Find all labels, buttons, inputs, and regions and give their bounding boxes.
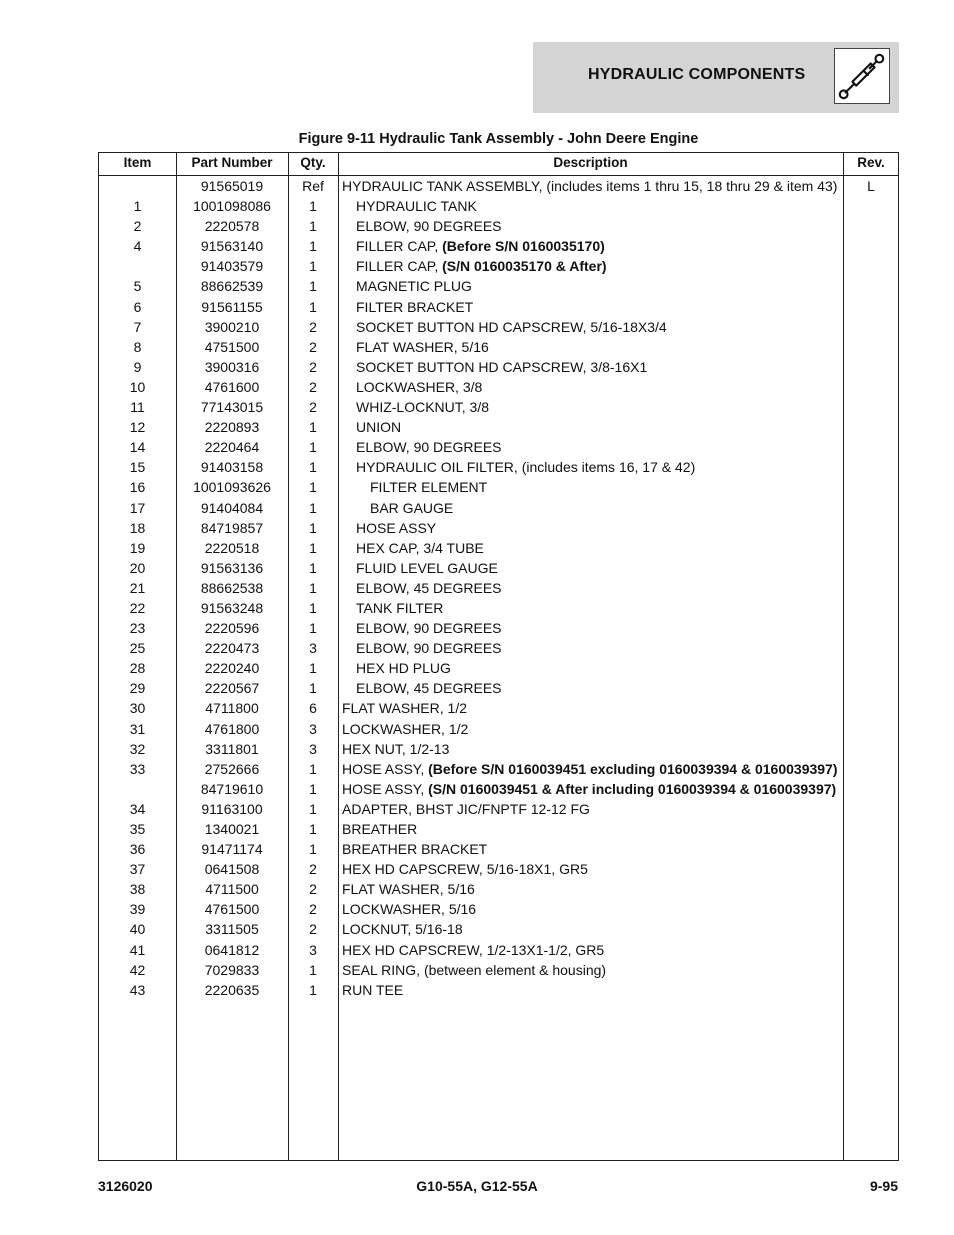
description-text: BREATHER <box>342 821 418 837</box>
table-row <box>99 618 898 638</box>
quantity: 2 <box>309 399 317 416</box>
table-row <box>99 779 898 799</box>
item-number: 33 <box>129 760 146 777</box>
quantity: 1 <box>309 620 317 637</box>
part-number: 3900210 <box>204 318 260 335</box>
item-number: 20 <box>129 559 146 576</box>
part-number: 91403579 <box>200 258 264 275</box>
table-row <box>99 678 898 698</box>
item-number: 14 <box>129 439 146 456</box>
description <box>342 618 856 638</box>
serial-note: (S/N 0160039451 & After including 0160039394 & 0160039397) <box>428 780 837 797</box>
item-number: 18 <box>129 519 146 536</box>
part-number: 4761600 <box>204 378 260 395</box>
description-text: FILTER BRACKET <box>356 298 474 315</box>
part-number: 2220635 <box>204 981 260 998</box>
table-body <box>99 176 898 1000</box>
quantity: 2 <box>309 901 317 918</box>
table-row <box>99 518 898 538</box>
figure-title: Figure 9-11 Hydraulic Tank Assembly - John Deere Engine <box>298 131 699 147</box>
description <box>342 317 856 337</box>
item-number: 43 <box>129 981 146 998</box>
quantity: 2 <box>309 921 317 938</box>
part-number: 2220473 <box>204 640 260 657</box>
description-text: LOCKWASHER, 5/16 <box>342 901 477 918</box>
table-row <box>99 960 898 980</box>
description <box>342 819 842 839</box>
description <box>342 799 842 819</box>
description <box>342 960 842 980</box>
description <box>342 377 856 397</box>
description <box>342 859 842 879</box>
description <box>342 297 856 317</box>
part-number: 4761800 <box>204 720 260 737</box>
item-number: 31 <box>129 720 146 737</box>
revision: L <box>867 178 875 194</box>
description-text: HEX HD CAPSCREW, 5/16-18X1, GR5 <box>342 861 588 878</box>
description-text: ADAPTER, BHST JIC/FNPTF 12-12 FG <box>342 800 590 817</box>
description <box>342 196 856 216</box>
part-number: 77143015 <box>200 399 264 416</box>
description <box>342 477 870 497</box>
table-row <box>99 980 898 1000</box>
quantity: 1 <box>309 238 317 255</box>
description <box>342 357 856 377</box>
description <box>342 719 842 739</box>
item-number: 40 <box>129 921 146 938</box>
column-header-part-number: Part Number <box>191 155 273 170</box>
column-header-description: Description <box>553 155 628 170</box>
item-number: 41 <box>129 941 146 958</box>
description <box>342 578 856 598</box>
part-number: 7029833 <box>204 961 260 978</box>
quantity: 1 <box>309 559 317 576</box>
part-number: 1001098086 <box>193 198 271 215</box>
item-number: 8 <box>133 338 142 355</box>
part-number: 91471174 <box>201 841 263 858</box>
item-number: 22 <box>129 599 146 616</box>
description-text: FLUID LEVEL GAUGE <box>356 559 498 576</box>
description <box>342 839 842 859</box>
quantity: 1 <box>309 539 317 556</box>
description-text: HEX HD CAPSCREW, 1/2-13X1-1/2, GR5 <box>342 941 605 958</box>
table-row <box>99 477 898 497</box>
part-number: 3900316 <box>204 358 260 375</box>
table-row <box>99 437 898 457</box>
quantity: 1 <box>309 198 317 215</box>
item-number: 32 <box>129 740 146 757</box>
part-number: 91565019 <box>200 178 264 194</box>
quantity: 1 <box>309 519 317 536</box>
description-text: TANK FILTER <box>356 599 444 616</box>
description-text: MAGNETIC PLUG <box>356 278 472 295</box>
part-number: 4711500 <box>205 881 259 898</box>
quantity: 1 <box>309 599 317 616</box>
page-number: 9-95 <box>869 1178 898 1194</box>
table-row <box>99 859 898 879</box>
part-number: 4711800 <box>205 700 259 717</box>
description-text: HOSE ASSY <box>356 519 437 536</box>
table-row <box>99 457 898 477</box>
section-title: HYDRAULIC COMPONENTS <box>588 66 806 83</box>
description <box>342 518 856 538</box>
doc-number: 3126020 <box>98 1178 153 1194</box>
item-number: 11 <box>130 399 145 416</box>
description-text: HOSE ASSY, <box>342 780 429 797</box>
item-number: 1 <box>133 198 142 215</box>
part-number: 88662539 <box>200 278 264 295</box>
part-number: 91403158 <box>200 459 264 476</box>
quantity: 1 <box>309 419 317 436</box>
description-text: WHIZ-LOCKNUT, 3/8 <box>356 399 490 416</box>
description-text: HEX CAP, 3/4 TUBE <box>356 539 484 556</box>
quantity: 1 <box>309 218 317 235</box>
table-row <box>99 799 898 819</box>
item-number: 29 <box>129 680 146 697</box>
description-text: FILLER CAP, <box>356 258 443 275</box>
column-header-qty: Qty. <box>300 155 326 170</box>
description-text: ELBOW, 90 DEGREES <box>356 218 502 235</box>
table-row <box>99 879 898 899</box>
part-number: 0641812 <box>204 941 260 958</box>
part-number: 84719610 <box>200 780 264 797</box>
table-row <box>99 940 898 960</box>
table-row <box>99 538 898 558</box>
item-number: 2 <box>133 218 142 235</box>
part-number: 88662538 <box>200 579 264 596</box>
quantity: 2 <box>309 378 317 395</box>
item-number: 37 <box>129 861 146 878</box>
item-number: 35 <box>129 821 146 837</box>
quantity: 1 <box>309 298 317 315</box>
quantity: 1 <box>309 258 317 275</box>
quantity: 1 <box>309 499 317 516</box>
quantity: 1 <box>309 479 317 496</box>
part-number: 3311505 <box>205 921 259 938</box>
description-text: HYDRAULIC TANK <box>356 198 477 215</box>
item-number: 16 <box>129 479 146 496</box>
table-row <box>99 739 898 759</box>
item-number: 42 <box>129 961 146 978</box>
part-number: 2220518 <box>204 539 260 556</box>
quantity: 1 <box>309 760 317 777</box>
part-number: 2220578 <box>204 218 260 235</box>
table-row <box>99 839 898 859</box>
description-text: SOCKET BUTTON HD CAPSCREW, 3/8-16X1 <box>356 358 648 375</box>
description <box>342 759 842 779</box>
quantity: 1 <box>309 821 317 837</box>
quantity: 1 <box>309 841 317 858</box>
table-row <box>99 176 898 196</box>
quantity: 3 <box>309 740 317 757</box>
table-row <box>99 297 898 317</box>
description <box>342 538 856 558</box>
description-text: ELBOW, 90 DEGREES <box>356 439 502 456</box>
item-number: 15 <box>129 459 146 476</box>
table-row <box>99 698 898 718</box>
description <box>342 337 856 357</box>
table-row <box>99 658 898 678</box>
quantity: 1 <box>309 800 317 817</box>
table-row <box>99 899 898 919</box>
description <box>342 276 856 296</box>
description-text: HYDRAULIC OIL FILTER, (includes items 16, 17 & 42) <box>356 459 696 476</box>
table-row <box>99 196 898 216</box>
part-number: 1340021 <box>204 821 260 837</box>
quantity: 1 <box>309 680 317 697</box>
description <box>342 899 842 919</box>
description-text: HEX HD PLUG <box>356 660 451 677</box>
quantity: 1 <box>309 439 317 456</box>
table-row <box>99 558 898 578</box>
item-number: 7 <box>133 318 142 335</box>
item-number: 12 <box>129 419 146 436</box>
table-row <box>99 377 898 397</box>
description <box>342 698 842 718</box>
description-text: FLAT WASHER, 5/16 <box>356 338 489 355</box>
description-text: HOSE ASSY, <box>342 760 429 777</box>
quantity: 2 <box>309 318 317 335</box>
part-number: 2220893 <box>204 419 260 436</box>
description <box>342 558 856 578</box>
part-number: 1001093626 <box>193 479 271 496</box>
description-text: FLAT WASHER, 5/16 <box>342 881 475 898</box>
item-number: 28 <box>129 660 146 677</box>
part-number: 91563136 <box>200 559 264 576</box>
table-row <box>99 357 898 377</box>
quantity: 1 <box>309 780 317 797</box>
description-text: HYDRAULIC TANK ASSEMBLY, (includes items 1 thru 15, 18 thru 29 & item 43) <box>342 178 838 194</box>
serial-note: (Before S/N 0160039451 excluding 0160039394 & 0160039397) <box>428 760 838 777</box>
description-text: FILLER CAP, <box>356 238 443 255</box>
description <box>342 779 842 799</box>
description-text: FILTER ELEMENT <box>370 479 488 496</box>
table-row <box>99 919 898 939</box>
column-header-rev: Rev. <box>857 155 885 170</box>
description <box>342 638 856 658</box>
description <box>342 678 856 698</box>
item-number: 23 <box>129 620 146 637</box>
quantity: 1 <box>309 459 317 476</box>
quantity: 2 <box>309 861 317 878</box>
part-number: 2220464 <box>204 439 260 456</box>
description-text: UNION <box>356 419 402 436</box>
serial-note: (S/N 0160035170 & After) <box>442 258 607 275</box>
table-row <box>99 598 898 618</box>
description-text: HEX NUT, 1/2-13 <box>342 740 450 757</box>
description <box>342 236 856 256</box>
quantity: 2 <box>309 338 317 355</box>
quantity: 1 <box>309 660 317 677</box>
item-number: 34 <box>129 800 146 817</box>
table-row <box>99 317 898 337</box>
model-numbers: G10-55A, G12-55A <box>416 1178 538 1194</box>
serial-note: (Before S/N 0160035170) <box>442 238 605 255</box>
part-number: 2220596 <box>204 620 260 637</box>
description-text: RUN TEE <box>342 981 404 998</box>
table-row <box>99 638 898 658</box>
part-number: 4751500 <box>204 338 260 355</box>
quantity: 1 <box>309 981 317 998</box>
description-text: ELBOW, 90 DEGREES <box>356 640 502 657</box>
item-number: 4 <box>133 238 142 255</box>
description-text: BREATHER BRACKET <box>342 841 488 858</box>
quantity: 3 <box>309 640 317 657</box>
item-number: 21 <box>129 579 146 596</box>
table-row <box>99 819 898 839</box>
table-row <box>99 397 898 417</box>
description <box>342 658 856 678</box>
description-text: ELBOW, 45 DEGREES <box>356 579 502 596</box>
description <box>342 598 856 618</box>
item-number: 36 <box>129 841 146 858</box>
quantity: 3 <box>309 720 317 737</box>
description <box>342 919 842 939</box>
description <box>342 417 856 437</box>
table-row <box>99 578 898 598</box>
description <box>342 256 856 276</box>
description-text: SOCKET BUTTON HD CAPSCREW, 5/16-18X3/4 <box>356 318 667 335</box>
description-text: BAR GAUGE <box>370 499 454 516</box>
description <box>342 457 856 477</box>
item-number: 10 <box>129 378 146 395</box>
quantity: 3 <box>309 941 317 958</box>
table-row <box>99 417 898 437</box>
table-row <box>99 719 898 739</box>
section-header <box>533 42 899 113</box>
part-number: 91563248 <box>200 599 264 616</box>
description <box>342 879 842 899</box>
part-number: 0641508 <box>204 861 260 878</box>
item-number: 9 <box>133 358 142 375</box>
table-row <box>99 337 898 357</box>
part-number: 84719857 <box>200 519 264 536</box>
quantity: 2 <box>309 881 317 898</box>
description <box>342 397 856 417</box>
description <box>342 739 842 759</box>
description-text: LOCKWASHER, 1/2 <box>342 720 469 737</box>
item-number: 17 <box>129 499 146 516</box>
part-number: 91404084 <box>200 499 264 516</box>
description-text: LOCKWASHER, 3/8 <box>356 378 483 395</box>
item-number: 25 <box>129 640 146 657</box>
description <box>342 940 842 960</box>
part-number: 4761500 <box>204 901 260 918</box>
quantity: Ref <box>302 178 324 194</box>
description <box>342 980 842 1000</box>
item-number: 30 <box>129 700 146 717</box>
part-number: 91563140 <box>200 238 264 255</box>
quantity: 2 <box>309 358 317 375</box>
description <box>342 498 870 518</box>
table-row <box>99 256 898 276</box>
part-number: 2220567 <box>204 680 260 697</box>
description-text: LOCKNUT, 5/16-18 <box>342 921 463 938</box>
part-number: 2752666 <box>204 760 260 777</box>
table-row <box>99 236 898 256</box>
description <box>342 216 856 236</box>
item-number: 39 <box>129 901 146 918</box>
description-text: ELBOW, 90 DEGREES <box>356 620 502 637</box>
part-number: 3311801 <box>205 740 259 757</box>
table-row <box>99 759 898 779</box>
item-number: 5 <box>133 278 142 295</box>
description-text: SEAL RING, (between element & housing) <box>342 961 607 978</box>
quantity: 1 <box>309 278 317 295</box>
quantity: 1 <box>309 579 317 596</box>
description-text: ELBOW, 45 DEGREES <box>356 680 502 697</box>
description <box>342 437 856 457</box>
table-row <box>99 216 898 236</box>
item-number: 19 <box>129 539 146 556</box>
quantity: 1 <box>309 961 317 978</box>
column-header-item: Item <box>123 155 152 170</box>
table-row <box>99 498 898 518</box>
description-text: FLAT WASHER, 1/2 <box>342 700 467 717</box>
item-number: 6 <box>133 298 142 315</box>
parts-table <box>98 152 899 1161</box>
part-number: 91561155 <box>201 298 263 315</box>
item-number: 38 <box>129 881 146 898</box>
part-number: 91163100 <box>201 800 263 817</box>
hydraulic-cylinder-icon <box>834 48 890 104</box>
table-row <box>99 276 898 296</box>
description <box>342 176 842 196</box>
part-number: 2220240 <box>204 660 260 677</box>
quantity: 6 <box>309 700 317 717</box>
